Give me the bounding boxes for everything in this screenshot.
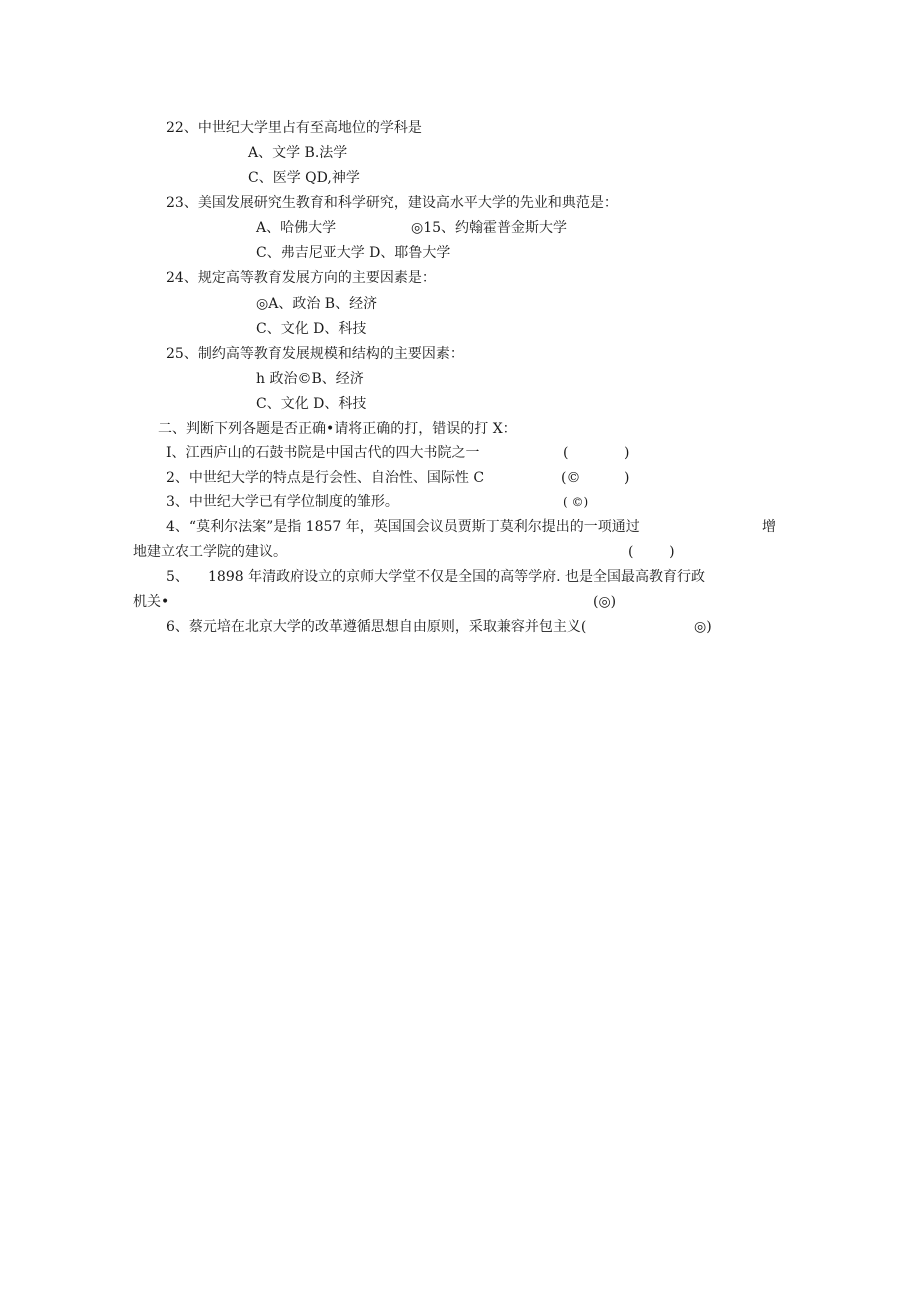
q23-stem: 23、美国发展研究生教育和科学研究，建设高水平大学的先业和典范是：: [166, 195, 618, 211]
q25-options-ab: h 政治©B、经济: [256, 371, 364, 387]
q24-stem: 24、规定高等教育发展方向的主要因素是：: [166, 270, 436, 286]
q22-options-cd: C、医学 QD,神学: [248, 170, 360, 186]
q22-options-ab: A、文学 B.法学: [248, 145, 348, 161]
judge-item-6-paren-tail: ◎): [694, 619, 712, 635]
q23-options-cd: C、弗吉尼亚大学 D、耶鲁大学: [256, 245, 451, 261]
judge-item-2-paren-open: (©: [561, 470, 581, 486]
judge-item-1-text: I、江西庐山的石鼓书院是中国古代的四大书院之一: [166, 445, 480, 461]
q23-option-b: ◎15、约翰霍普金斯大学: [411, 220, 568, 236]
judge-item-3-paren: ( ©): [563, 495, 589, 509]
judge-item-1-paren-open: (: [563, 445, 569, 461]
judge-item-4-tail: 增: [762, 519, 776, 535]
judge-item-2-text: 2、中世纪大学的特点是行会性、自治性、国际性 C: [166, 470, 485, 486]
q25-stem: 25、制约高等教育发展规模和结构的主要因素：: [166, 346, 464, 362]
section2-heading: 二、判断下列各题是否正确•请将正确的打，错误的打 X：: [158, 421, 517, 437]
judge-item-1-paren-close: ): [624, 445, 630, 461]
judge-item-4-paren: ( ): [628, 544, 675, 560]
q25-options-cd: C、文化 D、科技: [256, 396, 367, 412]
judge-item-5-number: 5、: [166, 569, 189, 585]
judge-item-4-line1: 4、“莫利尔法案”是指 1857 年，英国国会议员贾斯丁莫利尔提出的一项通过: [166, 519, 640, 535]
judge-item-5-paren: (◎): [593, 594, 617, 610]
q24-options-cd: C、文化 D、科技: [256, 321, 367, 337]
judge-item-5-line2: 机关•: [133, 594, 170, 610]
judge-item-5-line1: 1898 年清政府设立的京师大学堂不仅是全国的高等学府. 也是全国最高教育行政: [208, 569, 705, 585]
q23-option-a: A、哈佛大学: [256, 220, 337, 236]
q22-stem: 22、中世纪大学里占有至高地位的学科是: [166, 120, 422, 136]
judge-item-2-paren-close: ): [624, 470, 630, 486]
judge-item-6-text: 6、蔡元培在北京大学的改革遵循思想自由原则，采取兼容并包主义(: [166, 619, 587, 635]
judge-item-3-text: 3、中世纪大学已有学位制度的雏形。: [166, 494, 399, 510]
q24-options-ab: ◎A、政治 B、经济: [256, 296, 378, 312]
judge-item-4-line2: 地建立农工学院的建议。: [133, 544, 287, 560]
